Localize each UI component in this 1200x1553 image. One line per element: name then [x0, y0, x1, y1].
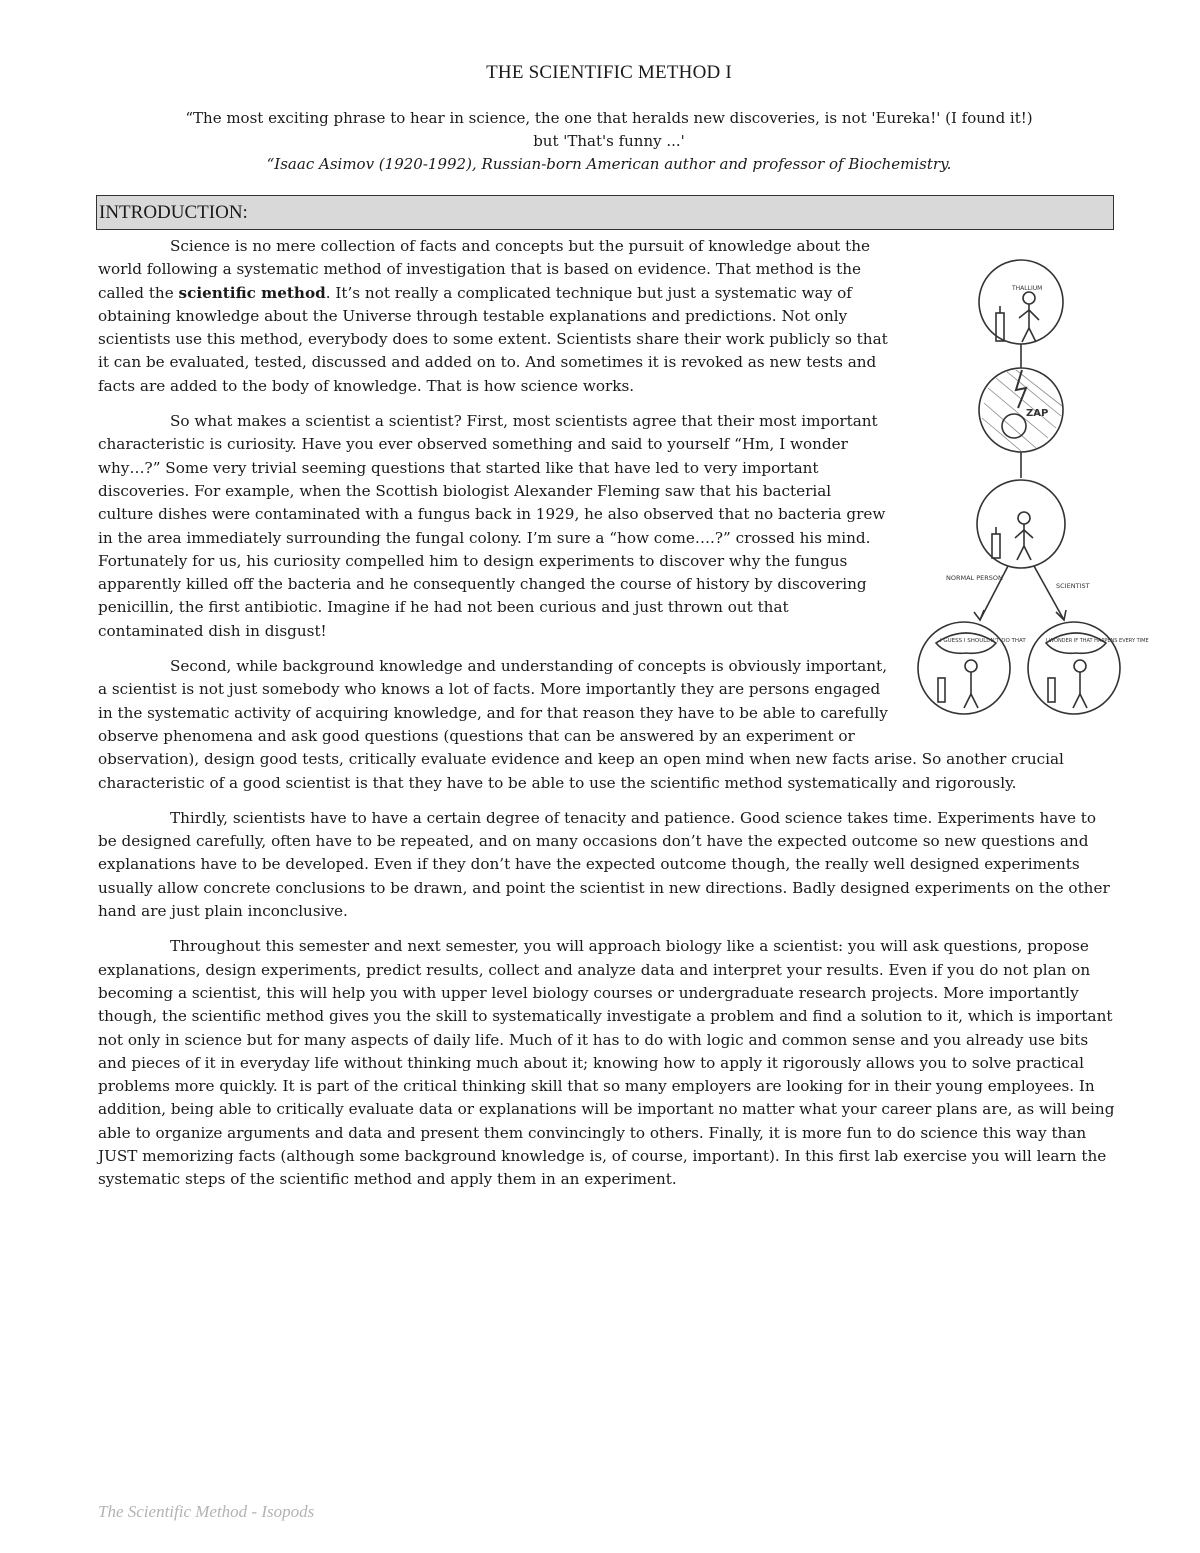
xkcd-curiosity-comic	[916, 258, 1149, 722]
comic-panel-normal-person	[918, 622, 1010, 714]
scientific-method-term: scientific method	[178, 283, 326, 302]
paragraph-2: So what makes a scientist a scientist? First, most scientists agree that their most important characteristic is curiosity. Have you ever observed something and said to yourself “Hm, I wonder why…?” Some very trivial seeming questions that started like that have led to very important discoveries. For example, when the Scottish biologist Alexander Fleming saw that his bacterial culture dishes were contaminated with a fungus back in 1929, he also observed that no bacteria grew in the area immediately surrounding the fungal colony. I’m sure a “how come….?” crossed his mind. Fortunately for us, his curiosity compelled him to design experiments to discover why the fungus apparently killed off the bacteria and he consequently changed the course of history by discovering penicillin, the first antibiotic. Imagine if he had not been curious and just thrown out that contaminated dish in disgust!	[98, 412, 886, 640]
comic-sign-text: THALLIUM	[1012, 285, 1043, 292]
paragraph-4: Thirdly, scientists have to have a certain degree of tenacity and patience. Good science takes time. Experiments have to be designed carefully, often have to be repeated, and on many occasions don’t have the expected outcome so new questions and explanations have to be developed. Even if they don’t have the expected outcome though, the really well designed experiments usually allow concrete conclusions to be drawn, and point the scientist in new directions. Badly designed experiments on the other hand are just plain inconclusive.	[98, 808, 1110, 921]
comic-panel-1	[979, 260, 1063, 344]
epigraph-quote	[98, 107, 1120, 176]
quote-attribution: “Isaac Asimov (1920-1992), Russian-born American author and professor of Biochemistry.	[266, 155, 952, 173]
paragraph-3: Second, while background knowledge and understanding of concepts is obviously important, a scientist is not just somebody who knows a lot of facts. More importantly they are persons engaged in the systematic activity of acquiring knowledge, and for that reason they have to be able to carefully observe phenomena and ask good questions (questions that can be answered by an experiment or observation), design good tests, critically evaluate evidence and keep an open mind when new facts arise. So another crucial characteristic of a good scientist is that they have to be able to use the scientific method systematically and rigorously.	[98, 657, 1064, 792]
comic-bubble-scientist: I WONDER IF THAT HAPPENS EVERY TIME	[1046, 638, 1149, 644]
quote-line-1: “The most exciting phrase to hear in science, the one that heralds new discoveries, is not 'Eureka!' (I found it!)	[185, 109, 1033, 127]
comic-bubble-normal: I GUESS I SHOULDN'T DO THAT	[940, 638, 1026, 644]
quote-line-2: but 'That's funny ...'	[533, 132, 685, 150]
paragraph-1: Science is no mere collection of facts and concepts but the pursuit of knowledge about the world following a systematic method of investigation that is based on evidence. That method is the called the scientific method. It’s not really a complicated technique but just a systematic way of obtaining knowledge about the Universe through testable explanations and predictions. Not only scientists use this method, everybody does to some extent. Scientists share their work publicly so that it can be evaluated, tested, discussed and added on to. And sometimes it is revoked as new tests and facts are added to the body of knowledge. That is how science works.	[98, 237, 888, 395]
comic-zap-text: ZAP	[1026, 408, 1049, 419]
paragraph-5: Throughout this semester and next semester, you will approach biology like a scientist: you will ask questions, propose explanations, design experiments, predict results, collect and analyze data and interpret your results. Even if you do not plan on becoming a scientist, this will help you with upper level biology courses or undergraduate research projects. More importantly though, the scientific method gives you the skill to systematically investigate a problem and find a solution to it, which is important not only in science but for many aspects of daily life. Much of it has to do with logic and common sense and you already use bits and pieces of it in everyday life without thinking much about it; knowing how to apply it rigorously allows you to solve practical problems more quickly. It is part of the critical thinking skill that so many employers are looking for in their young employees. In addition, being able to critically evaluate data or explanations will be important no matter what your career plans are, as will being able to organize arguments and data and present them convincingly to others. Finally, it is more fun to do science this way than JUST memorizing facts (although some background knowledge is, of course, important). In this first lab exercise you will learn the systematic steps of the scientific method and apply them in an experiment.	[98, 937, 1115, 1189]
page-title: THE SCIENTIFIC METHOD I	[486, 62, 732, 83]
page-footer: The Scientific Method - Isopods	[98, 1502, 315, 1521]
comic-branch-scientist: SCIENTIST	[1056, 582, 1090, 590]
comic-branch-normal: NORMAL PERSON	[946, 574, 1003, 582]
section-heading-introduction: INTRODUCTION:	[96, 195, 1114, 230]
